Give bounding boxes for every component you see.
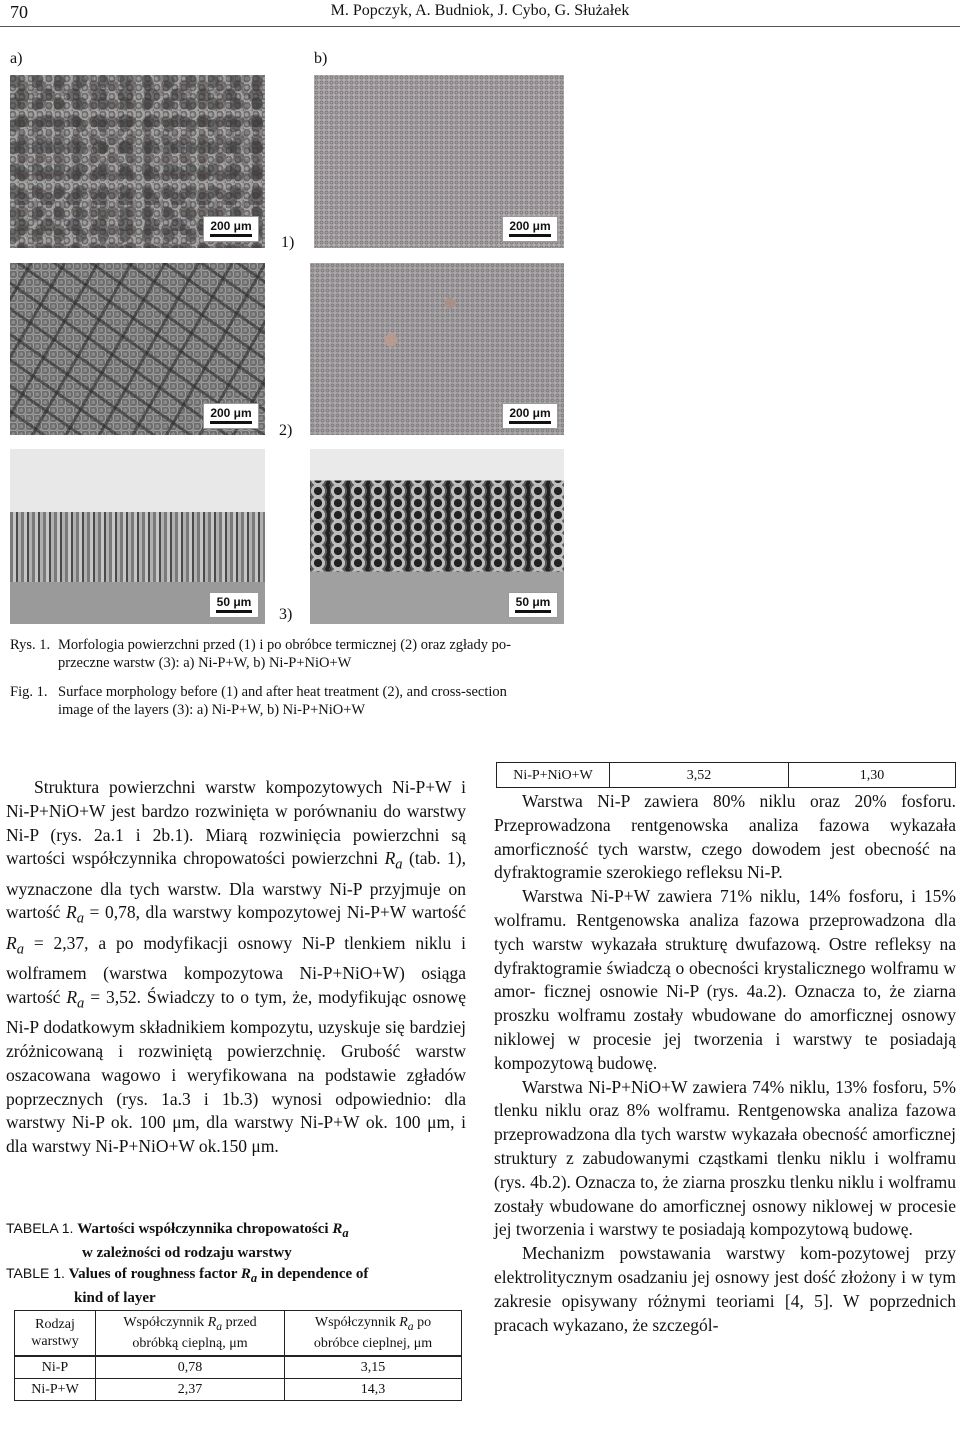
micrograph-a3 [10, 449, 265, 624]
caption-key: Rys. 1. [10, 637, 51, 653]
table-header-cell: Rodzaj warstwy [15, 1311, 96, 1357]
figure-row-label-3: 3) [279, 606, 293, 623]
caption-line: Surface morphology before (1) and after heat treatment (2), and cross-section [58, 684, 507, 700]
table-cell: Ni-P [15, 1356, 96, 1379]
header-rule [0, 26, 960, 27]
micrograph-b3 [310, 449, 564, 624]
figure-caption-pl [10, 636, 562, 672]
scale-bar: 50 μm [209, 592, 259, 618]
paragraph: Warstwa Ni-P zawiera 80% niklu oraz 20% fosforu. Przeprowadzona rentgenowska analiza fazowa wykazała amorficzność tych warstw, czego dowodem jest obecność na dyfraktogramie szerokiego refleksu Ni-P. [494, 791, 956, 883]
paragraph: Warstwa Ni-P+NiO+W zawiera 74% niklu, 13% fosforu, 5% tlenku niklu oraz 8% wolframu. Rentgenowska analiza fazowa przeprowadzona dla tych warstw wykazała obecność amorficznej struktury z zabudowanymi cząstkami tlenku niklu i wolframu (rys. 4b.2). Oznacza to, że ziarna proszku tlenku niklu i wolframu zostały wbudowane do amorficznej osnowy niklowej w procesie jej tworzenia i warstwy te posiadają kompozytową budowę. [494, 1076, 956, 1240]
scale-bar: 50 μm [508, 592, 558, 618]
figure-col-label-b: b) [314, 50, 328, 67]
table-cell: Ni-P+W [15, 1379, 96, 1401]
paragraph: Warstwa Ni-P+W zawiera 71% niklu, 14% fosforu, i 15% wolframu. Rentgenowska analiza fazowa przeprowadzona dla tych warstw wykazała strukturę dwufazową. Ostre refleksy na dyfraktogramie świadczą o obecności krystalicznego wolframu w amor- ficznej osnowie Ni-P (rys. 4a.2). Oznacza to, że ziarna proszku wolframu zostały wbudowane do amorficznej osnowy niklowej w procesie jej tworzenia i warstwy te posiadają kompozytową budowę. [494, 886, 956, 1073]
caption-line: image of the layers (3): a) Ni-P+W, b) Ni-P+NiO+W [58, 702, 366, 718]
paragraph: Mechanizm powstawania warstwy kom-pozytowej przy elektrolitycznym osadzaniu jej osnowy jest dość złożony i w tym zakresie opisywany różnymi teoriami [4, 5]. W poprzednich pracach wykazano, że szczegól- [494, 1243, 956, 1335]
scale-bar: 200 μm [502, 403, 558, 429]
micrograph-a2 [10, 263, 265, 435]
table-header-row [15, 1311, 462, 1357]
figure-caption-en [10, 683, 562, 719]
table-row [15, 1379, 462, 1401]
micrograph-b1 [314, 75, 564, 248]
running-head: M. Popczyk, A. Budniok, J. Cybo, G. Służałek [330, 2, 630, 19]
roughness-table [14, 1310, 462, 1401]
table-cell: 0,78 [96, 1356, 285, 1379]
roughness-table-continued [496, 762, 956, 788]
table-caption: TABELA 1. Wartości współczynnika chropowatości $R_a$ w zależności od rodzaju warstwy TABLE 1. Values of roughness factor $R_a$ in dependence of kind of layer [6, 1220, 369, 1306]
micrograph-a1 [10, 75, 265, 248]
table-row [497, 763, 956, 788]
table-row [15, 1356, 462, 1379]
table-cell: Ni-P+NiO+W [497, 763, 610, 788]
table-cell: 2,37 [96, 1379, 285, 1401]
scale-bar: 200 μm [502, 216, 558, 242]
table-cell: 1,30 [789, 763, 956, 788]
figure-row-label-1: 1) [281, 234, 295, 251]
left-column-text [6, 776, 466, 1159]
page-number: 70 [10, 2, 28, 22]
scale-bar: 200 μm [203, 403, 259, 429]
table-cell: 3,52 [610, 763, 789, 788]
table-cell: 3,15 [285, 1356, 462, 1379]
micrograph-b2 [310, 263, 564, 435]
figure-col-label-a: a) [10, 50, 23, 67]
caption-line: przeczne warstw (3): a) Ni-P+W, b) Ni-P+NiO+W [58, 655, 352, 671]
right-column-text [494, 790, 956, 1337]
figure-row-label-2: 2) [279, 422, 293, 439]
table-cell: 14,3 [285, 1379, 462, 1401]
table-caption-key: TABELA 1. [6, 1220, 74, 1236]
paragraph: Struktura powierzchni warstw kompozytowych Ni-P+W i Ni-P+NiO+W jest bardzo rozwinięta w porównaniu do warstwy Ni-P (rys. 2a.1 i 2b.1). Miarą rozwinięcia powierzchni są wartości współczynnika chropowatości powierzchni $R_a$ (tab. 1), wyznaczone dla tych warstw. Dla warstwy Ni-P przyjmuje on wartość $R_a = 0,78$, dla warstwy kompozytowej Ni-P+W wartość $R_a = 2,37$, a po modyfikacji osnowy Ni-P tlenkiem niklu i wolframem (warstwa kompozytowa Ni-P+NiO+W) osiąga wartość $R_a = 3,52$. Świadczy to o tym, że, modyfikując osnowę Ni-P dodatkowym składnikiem kompozytu, uzyskuje się bardziej zróżnicowaną i rozwiniętą powierzchnię. Grubość warstw oszacowana wagowo i weryfikowana na podstawie zgładów poprzecznych (rys. 1a.3 i 1b.3) wynosi odpowiednio: dla warstwy Ni-P ok. 100 μm, dla warstwy Ni-P+W ok. 100 μm, i dla warstwy Ni-P+NiO+W ok.150 μm. [6, 777, 466, 1157]
caption-line: Morfologia powierzchni przed (1) i po obróbce termicznej (2) oraz zgłady po- [58, 637, 511, 653]
scale-bar: 200 μm [203, 216, 259, 242]
table-caption-key: TABLE 1. [6, 1265, 65, 1281]
table-header-cell: Współczynnik $R_a$ przed obróbką cieplną, μm [96, 1311, 285, 1357]
table-header-cell: Współczynnik $R_a$ po obróbce cieplnej, μm [285, 1311, 462, 1357]
caption-key: Fig. 1. [10, 684, 48, 700]
